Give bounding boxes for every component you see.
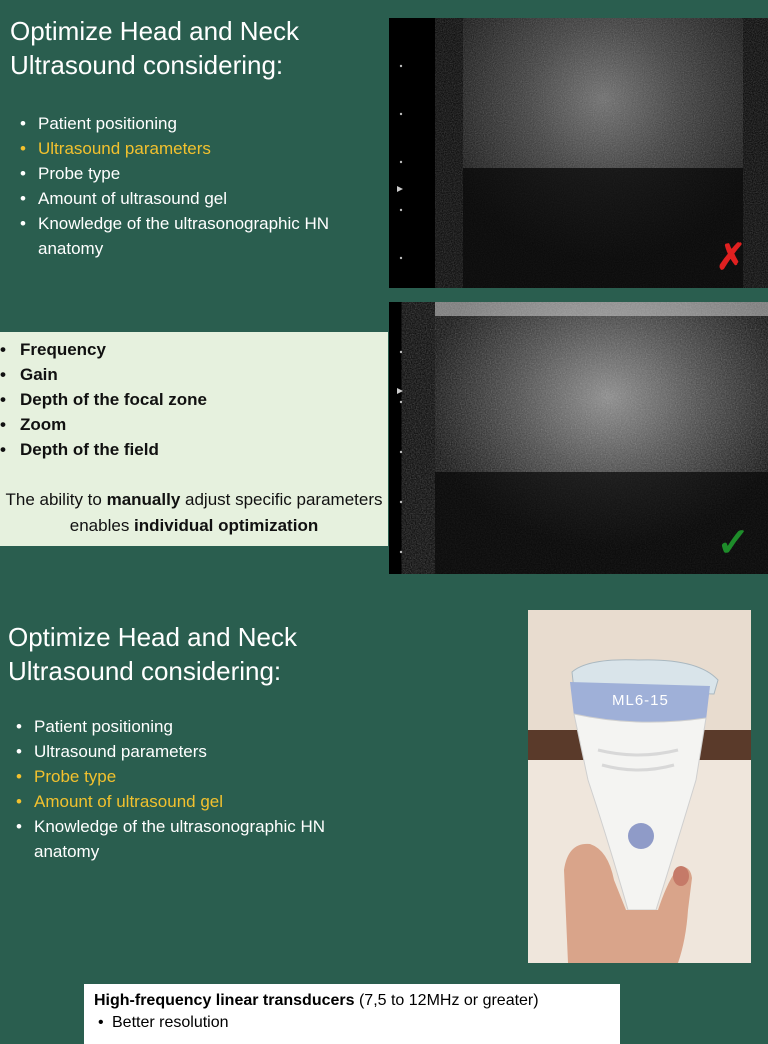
list-item: • Ultrasound parameters (16, 136, 381, 161)
ultrasound-image-suboptimal (389, 18, 768, 288)
ultrasound-scan (389, 18, 768, 288)
ultrasound-image-optimal (389, 302, 768, 574)
list-item: • Zoom (0, 412, 207, 437)
list-item: • Depth of the field (0, 437, 207, 462)
correct-mark-icon: ✓ (716, 521, 750, 565)
parameters-list (0, 337, 207, 462)
slide-2-bullet-list (12, 714, 377, 864)
probe-model-label: ML6-15 (612, 692, 669, 709)
list-item: • Patient positioning (16, 111, 381, 136)
transducer-benefits-list (94, 1012, 610, 1034)
incorrect-mark-icon: ✗ (715, 236, 746, 277)
list-item: • Patient positioning (12, 714, 377, 739)
parameters-note: The ability to manually adjust specific parameters enables individual optimization (5, 490, 383, 535)
list-item: • Amount of ultrasound gel (16, 186, 381, 211)
list-item: • Ultrasound parameters (12, 739, 377, 764)
parameters-panel (0, 332, 388, 546)
list-item: • Better resolution (94, 1012, 610, 1034)
slide-1-title: Optimize Head and Neck Ultrasound considering: (10, 16, 300, 80)
list-item: • Frequency (0, 337, 207, 362)
list-item: • Probe type (16, 161, 381, 186)
list-item: • Amount of ultrasound gel (12, 789, 377, 814)
slide-2-title: Optimize Head and Neck Ultrasound considering: (8, 622, 298, 686)
list-item: • Knowledge of the ultrasonographic HN anatomy (12, 814, 377, 864)
list-item: • Knowledge of the ultrasonographic HN anatomy (16, 211, 381, 261)
list-item: • Depth of the focal zone (0, 387, 207, 412)
list-item: • Probe type (12, 764, 377, 789)
transducer-info-box (84, 984, 620, 1044)
ultrasound-scan (389, 302, 768, 574)
transducer-heading: High-frequency linear transducers (7,5 to 12MHz or greater) (94, 992, 539, 1009)
list-item: • Gain (0, 362, 207, 387)
slide-1-bullet-list (16, 111, 381, 261)
probe-photo (528, 610, 751, 963)
linear-transducer-image (528, 610, 751, 963)
